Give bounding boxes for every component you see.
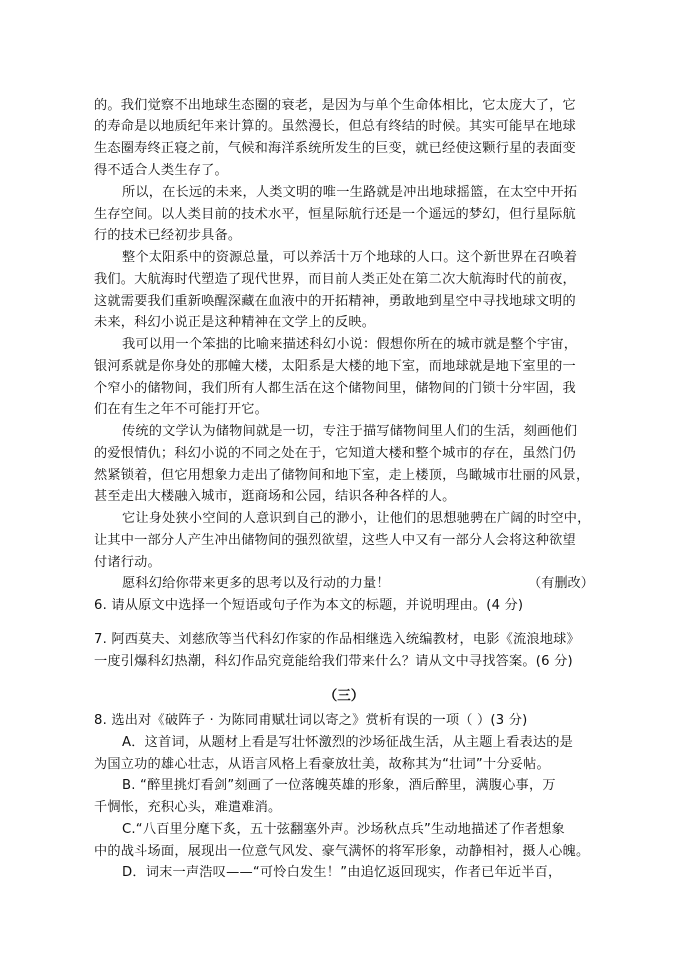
passage-line: 整个太阳系中的资源总量，可以养活十万个地球的人口。这个新世界在召唤着	[122, 250, 578, 265]
abridged-note: （有删改）	[528, 576, 594, 591]
option-a-line: 为国立功的雄心壮志，从语言风格上看豪放壮美，故称其为“壮词”十分妥帖。	[94, 757, 550, 772]
passage-line: 我们。大航海时代塑造了现代世界，而目前人类正处在第二次大航海时代的前夜，	[94, 272, 576, 287]
passage-line: 未来，科幻小说正是这种精神在文学上的反映。	[94, 315, 376, 330]
option-c-line: C.“八百里分麾下炙，五十弦翻塞外声。沙场秋点兵”生动地描述了作者想象	[122, 822, 565, 837]
passage-line: 这就需要我们重新唤醒深藏在血液中的开拓精神，勇敢地到星空中寻找地球文明的	[94, 294, 576, 309]
passage-line: 它让身处狭小空间的人意识到自己的渺小，让他们的思想驰骋在广阔的时空中，	[122, 511, 591, 526]
option-b-line: B. “醉里挑灯看剑”刻画了一位落魄英雄的形象，酒后醉里，满腹心事，万	[122, 778, 556, 793]
option-d-line: D．词末一声浩叹——“可怜白发生！”由追忆返回现实，作者已年近半百，	[122, 865, 562, 880]
passage-line: 银河系就是你身处的那幢大楼，太阳系是大楼的地下室，而地球就是地下室里的一	[94, 359, 576, 374]
option-c-line: 中的战斗场面，展现出一位意气风发、豪气满怀的将军形象，动静相衬，摄人心魄。	[94, 844, 590, 859]
passage-line: 行的技术已经初步具备。	[94, 228, 242, 243]
passage-line: 生存空间。以人类目前的技术水平，恒星际航行还是一个遥远的梦幻，但行星际航	[94, 207, 576, 222]
passage-line: 让其中一部分人产生冲出储物间的强烈欲望，这些人中又有一部分人会将这种欲望	[94, 533, 576, 548]
passage-line: 传统的文学认为储物间就是一切，专注于描写储物间里人们的生活，刻画他们	[122, 424, 578, 439]
passage-line: 付诸行动。	[94, 555, 161, 570]
passage-line: 然紧锁着，但它用想象力走出了储物间和地下室，走上楼顶，鸟瞰城市壮丽的风景，	[94, 468, 590, 483]
option-a-line: A．这首词，从题材上看是写壮怀激烈的沙场征战生活，从主题上看表达的是	[122, 735, 574, 750]
passage-line: 的爱恨情仇；科幻小说的不同之处在于，它知道大楼和整个城市的存在，虽然门仍	[94, 446, 576, 461]
passage-line: 个窄小的储物间，我们所有人都生活在这个储物间里，储物间的门锁十分牢固，我	[94, 381, 576, 396]
passage-line: 我可以用一个笨拙的比喻来描述科幻小说：假想你所在的城市就是整个宇宙，	[122, 337, 578, 352]
question-7-line: 一度引爆科幻热潮，科幻作品究竟能给我们带来什么？请从文中寻找答案。(6 分)	[94, 654, 573, 669]
question-7-line: 7. 阿西莫夫、刘慈欣等当代科幻作家的作品相继选入统编教材，电影《流浪地球》	[94, 632, 580, 647]
question-8-stem: 8. 选出对《破阵子 · 为陈同甫赋壮词以寄之》赏析有误的一项（ ）(3 分)	[94, 713, 528, 728]
passage-line: 得不适合人类生存了。	[94, 163, 228, 178]
question-6: 6. 请从原文中选择一个短语或句子作为本文的标题，并说明理由。(4 分)	[94, 598, 524, 613]
passage-line: 生态圈寿终正寝之前，气候和海洋系统所发生的巨变，就已经使这颗行星的表面变	[94, 141, 576, 156]
option-b-line: 千惆怅，充积心头，难遣难消。	[94, 800, 282, 815]
passage-line: 的寿命是以地质纪年来计算的。虽然漫长，但总有终结的时候。其实可能早在地球	[94, 119, 576, 134]
passage-line: 甚至走出大楼融入城市，逛商场和公园，结识各种各样的人。	[94, 489, 456, 504]
passage-closing-line: 愿科幻给你带来更多的思考以及行动的力量！	[122, 576, 390, 591]
section-title: （三）	[323, 688, 365, 704]
passage-line: 们在有生之年不可能打开它。	[94, 402, 269, 417]
passage-line: 的。我们觉察不出地球生态圈的衰老，是因为与单个生命体相比，它太庞大了，它	[94, 98, 576, 113]
passage-line: 所以，在长远的未来，人类文明的唯一生路就是冲出地球摇篮，在太空中开拓	[122, 185, 578, 200]
